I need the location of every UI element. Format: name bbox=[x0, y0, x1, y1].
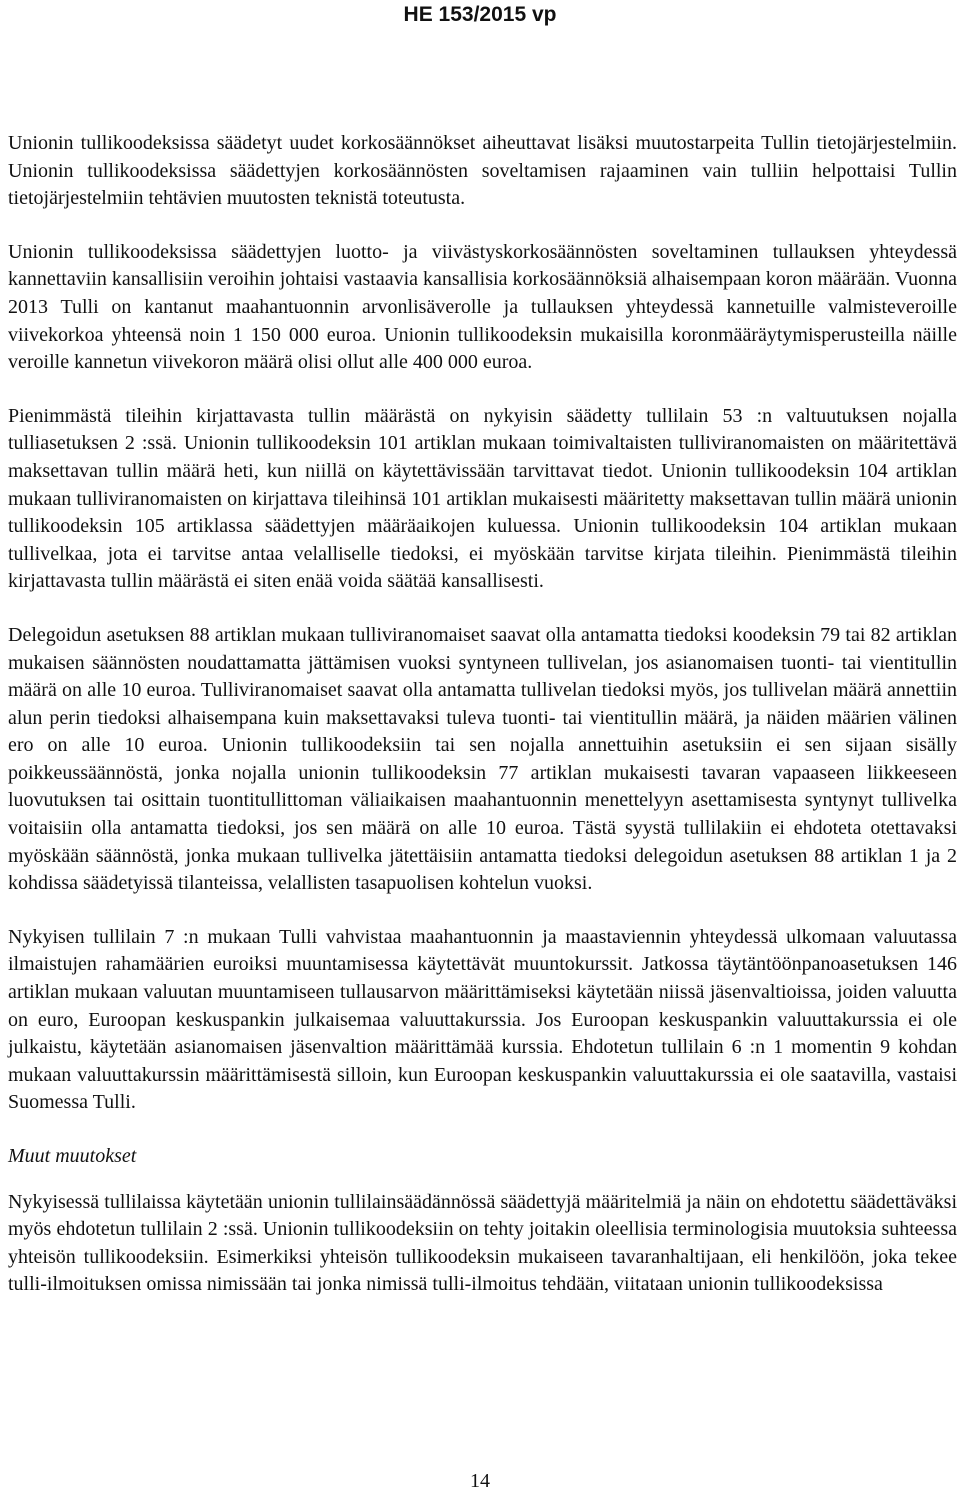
document-header: HE 153/2015 vp bbox=[403, 3, 557, 26]
paragraph-exchange-rates: Nykyisen tullilain 7 :n mukaan Tulli vahvistaa maahantuonnin ja maastaviennin yhteydessä ulkomaan valuutassa ilmaistujen rahamäärien euroiksi muuntamisessa käytettävät muuntokurssit. Jatkossa täytäntöönpanoasetuksen 146 artiklan mukaan valuutan muuntamiseen tullausarvon määrittämiseksi käytetään niissä jäsenvaltioissa, joiden valuutta on euro, Euroopan keskuspankin julkaisemaa valuuttakurssia. Jos Euroopan keskuspankin valuuttakurssia ei ole julkaistu, käytetään asianomaisen jäsenvaltion määrittämää kurssia. Ehdotetun tullilain 6 :n 1 momentin 9 kohdan mukaan valuuttakurssin määrittämisestä silloin, kun Euroopan keskuspankin valuuttakurssia ei ole saatavilla, vastaisi Suomessa Tulli. bbox=[8, 925, 957, 1114]
paragraph-other-changes: Nykyisessä tullilaissa käytetään unionin tullilainsäädännössä säädettyjä määritelmiä ja näin on ehdotettu säädettäväksi myös ehdotetun tullilain 2 :ssä. Unionin tullikoodeksiin on tehty joitakin oleellisia terminologisia muutoksia suhteessa yhteisön tullikoodeksiin. Esimerkiksi yhteisön tullikoodeksin mukaiseen tavaranhaltijaan, eli henkilöön, joka tekee tulli-ilmoituksen omissa nimissään tai jonka nimissä tulli-ilmoitus tehdään, viitataan unionin tullikoodeksissa bbox=[8, 1190, 957, 1296]
paragraph-interest-amounts: Unionin tullikoodeksissa säädettyjen luotto- ja viivästyskorkosäännösten soveltaminen tullauksen yhteydessä kannettaviin kansallisiin veroihin johtaisi vastaavia kansallisia korkosäännöksiä alhaisempaan koron määrään. Vuonna 2013 Tulli on kantanut maahantuonnin arvonlisäverolle ja tullauksen yhteydessä kannetuille valmisteveroille viivekorkoa yhteensä noin 1 150 000 euroa. Unionin tullikoodeksin mukaisilla koronmääräytymisperusteilla näille veroille kannetun viivekoron määrä olisi ollut alle 400 000 euroa. bbox=[8, 240, 957, 374]
section-heading: Muut muutokset bbox=[8, 1145, 137, 1167]
page-number: 14 bbox=[470, 1470, 490, 1492]
document-body bbox=[8, 130, 957, 1327]
paragraph-delegated-regulation: Delegoidun asetuksen 88 artiklan mukaan tulliviranomaiset saavat olla antamatta tiedoksi koodeksin 79 tai 82 artiklan mukaisen säännösten noudattamatta jättämisen vuoksi syntyneen tullivelan, jos asianomaisen tuonti- tai vientitullin määrä on alle 10 euroa. Tulliviranomaiset saavat olla antamatta tullivelan tiedoksi myös, jos tullivelan määrä annettiin alun perin tiedoksi alhaisempana kuin maksettavaksi tuleva tuonti- tai vientitullin määrä, ja näiden määrien välinen ero on alle 10 euroa. Unionin tullikoodeksiin tai sen nojalla annettuihin asetuksiin ei sen sijaan sisälly poikkeussäännöstä, jonka nojalla unionin tullikoodeksin 77 artiklan mukaisesti tavaran vapaaseen liikkeeseen luovutuksen tai osittain tuontitullittoman väliaikaisen maahantuonnin menettelyyn asettamisesta syntynyt tullivelka voitaisiin olla antamatta tiedoksi, jos sen määrä on alle 10 euroa. Tästä syystä tullilakiin ei ehdoteta otettavaksi myöskään säännöstä, jonka mukaan tullivelka jätettäisiin antamatta tiedoksi delegoidun asetuksen 88 artiklan 1 ja 2 kohdissa säädetyissä tilanteissa, velallisten tasapuolisen kohtelun vuoksi. bbox=[8, 623, 957, 895]
paragraph-interest-it-systems: Unionin tullikoodeksissa säädetyt uudet korkosäännökset aiheuttavat lisäksi muutostarpeita Tullin tietojärjestelmiin. Unionin tullikoodeksissa säädettyjen korkosäännösten soveltamisen rajaaminen vain tulliin helpottaisi Tullin tietojärjestelmiin tehtävien muutosten teknistä toteutusta. bbox=[8, 132, 957, 210]
paragraph-minimum-amount: Pienimmästä tileihin kirjattavasta tullin määrästä on nykyisin säädetty tullilain 53 :n valtuutuksen nojalla tulliasetuksen 2 :ssä. Unionin tullikoodeksin 101 artiklan mukaan toimivaltaisten tulliviranomaisten on määritettävä maksettavan tullin määrä heti, kun niillä on käytettävissään tarvittavat tiedot. Unionin tullikoodeksin 104 artiklan mukaan tulliviranomaisten on kirjattava tileihinsä 101 artiklan mukaisesti määritetty maksettavan tullin määrä unionin tullikoodeksin 105 artiklassa säädettyjen määräaikojen kuluessa. Unionin tullikoodeksin 104 artiklan mukaan tullivelkaa, jota ei tarvitse antaa velalliselle tiedoksi, ei myöskään tarvitse kirjata tileihin. Pienimmästä tileihin kirjattavasta tullin määrästä ei siten enää voida säätää kansallisesti. bbox=[8, 404, 957, 593]
